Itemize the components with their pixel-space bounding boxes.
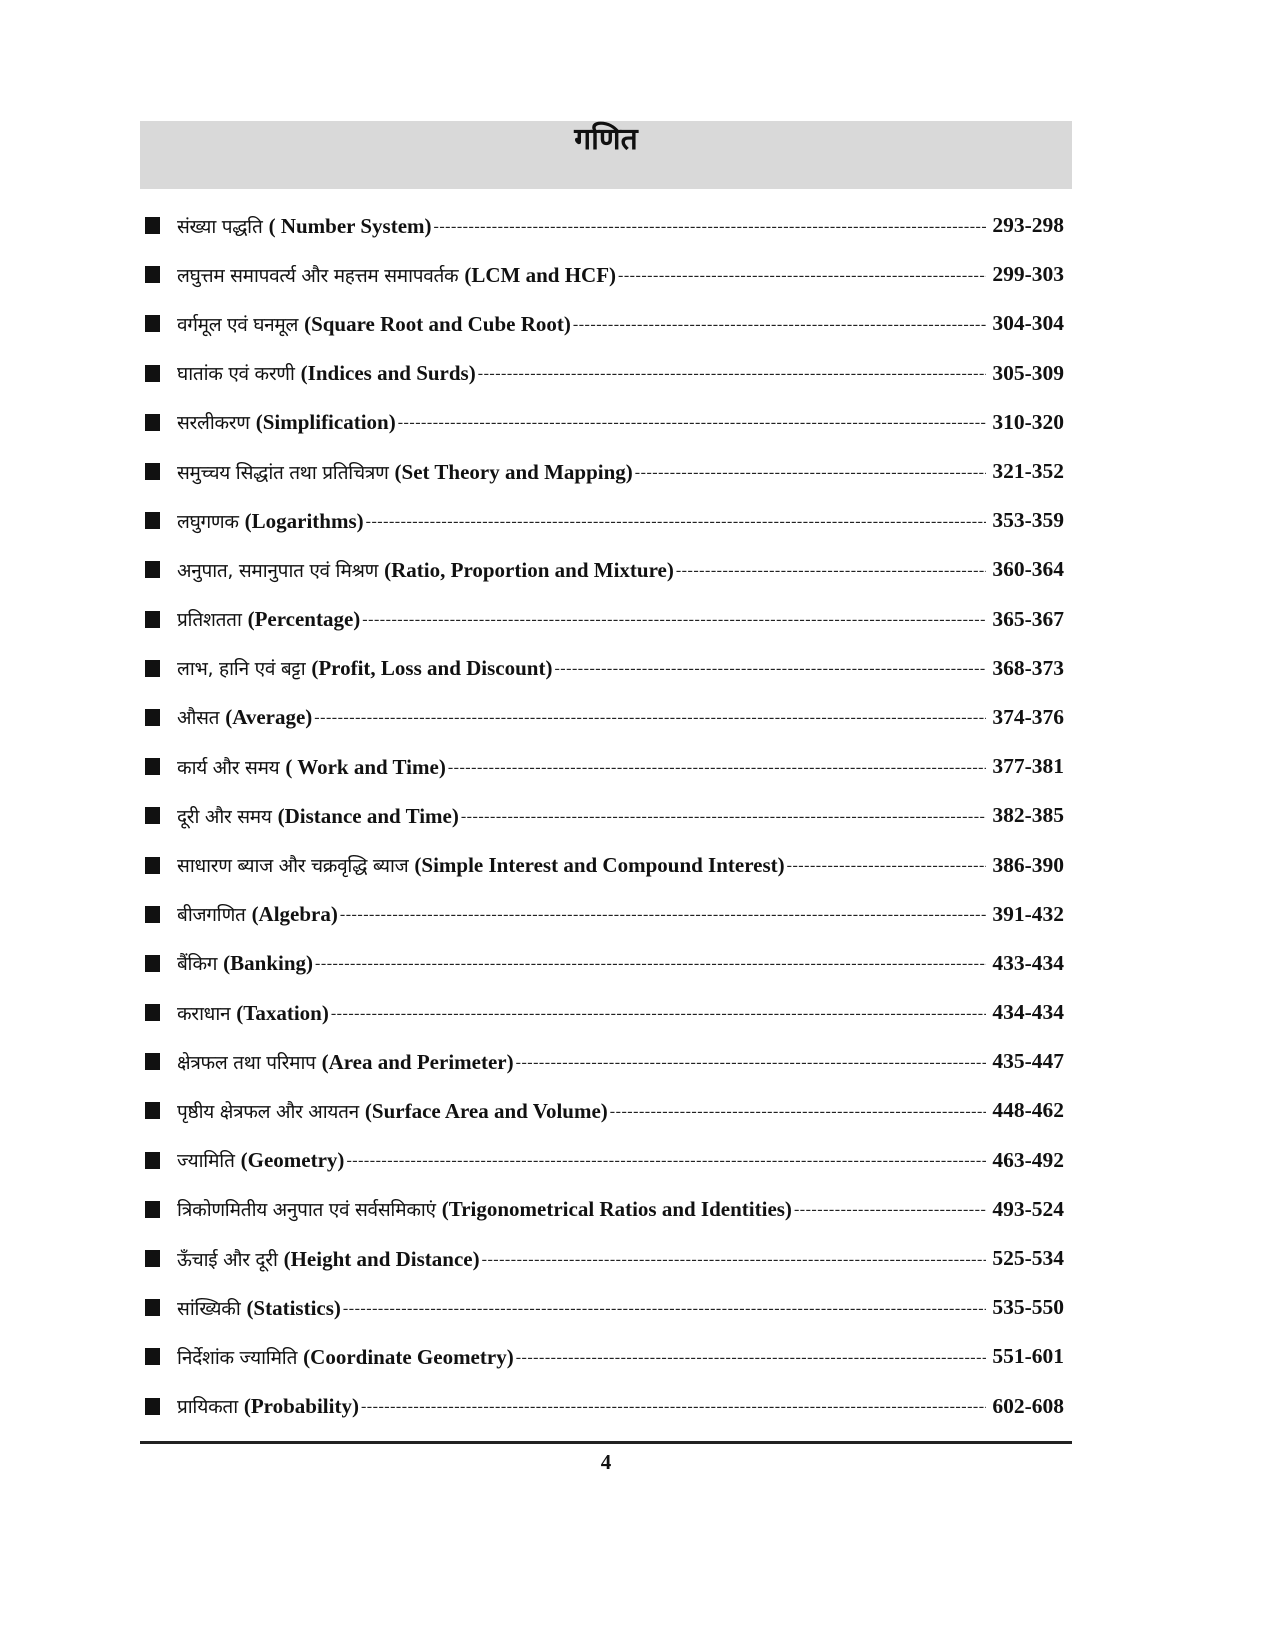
toc-entry-pages: 360-364 — [992, 557, 1064, 582]
toc-entry-title — [177, 950, 313, 976]
square-bullet-icon — [145, 1004, 160, 1021]
toc-entry[interactable] — [140, 1234, 1072, 1283]
toc-entry-pages: 433-434 — [992, 950, 1064, 975]
toc-entry-pages: 304-304 — [992, 311, 1064, 336]
toc-entry-title — [177, 1393, 359, 1419]
toc-entry[interactable] — [140, 742, 1072, 791]
square-bullet-icon — [145, 1053, 160, 1070]
toc-entry-hindi: लघुगणक — [177, 510, 239, 533]
toc-entry-hindi: सरलीकरण — [177, 412, 250, 435]
dot-leader — [618, 267, 986, 285]
toc-entry[interactable] — [140, 496, 1072, 545]
dot-leader — [794, 1201, 986, 1219]
square-bullet-icon — [145, 709, 160, 726]
toc-entry-hindi: त्रिकोणमितीय अनुपात एवं सर्वसमिकाएं — [177, 1199, 436, 1222]
toc-entry-pages: 310-320 — [992, 409, 1064, 434]
toc-entry-pages: 434-434 — [992, 1000, 1064, 1025]
toc-entry-english: (Banking) — [223, 951, 314, 976]
toc-entry-hindi: निर्देशांक ज्यामिति — [177, 1346, 298, 1369]
toc-entry[interactable] — [140, 1382, 1072, 1431]
section-title: गणित — [574, 122, 638, 157]
square-bullet-icon — [145, 1299, 160, 1316]
toc-entry-english: ( Number System) — [268, 213, 432, 238]
toc-entry-hindi: औसत — [177, 707, 220, 730]
toc-entry[interactable] — [140, 644, 1072, 693]
toc-entry-title — [177, 1000, 329, 1026]
toc-entry[interactable] — [140, 349, 1072, 398]
toc-entry-title — [177, 1344, 514, 1370]
toc-entry-title — [177, 754, 446, 780]
dot-leader — [346, 1152, 986, 1170]
toc-entry-pages: 353-359 — [992, 508, 1064, 533]
section-header — [140, 121, 1072, 189]
toc-entry[interactable] — [140, 299, 1072, 348]
toc-entry-title — [177, 901, 338, 927]
footer-divider — [140, 1441, 1072, 1444]
toc-entry-pages: 525-534 — [992, 1246, 1064, 1271]
toc-entry-pages: 448-462 — [992, 1098, 1064, 1123]
toc-entry-title — [177, 508, 364, 534]
toc-entry-english: (Indices and Surds) — [300, 361, 476, 386]
toc-entry-english: (Set Theory and Mapping) — [394, 459, 633, 484]
toc-entry-title — [177, 459, 633, 485]
toc-entry-english: (Profit, Loss and Discount) — [311, 656, 553, 681]
toc-entry[interactable] — [140, 250, 1072, 299]
toc-entry-english: (Logarithms) — [244, 508, 364, 533]
toc-entry-title — [177, 360, 476, 386]
toc-entry-title — [177, 1147, 344, 1173]
toc-entry-pages: 391-432 — [992, 901, 1064, 926]
dot-leader — [573, 316, 986, 334]
toc-entry-english: (Geometry) — [240, 1148, 345, 1173]
dot-leader — [516, 1054, 987, 1072]
toc-entry-title — [177, 655, 552, 681]
toc-entry-english: (Square Root and Cube Root) — [304, 311, 571, 336]
toc-entry-english: (Trigonometrical Ratios and Identities) — [441, 1197, 792, 1222]
toc-entry-title — [177, 852, 785, 878]
toc-entry-pages: 365-367 — [992, 606, 1064, 631]
dot-leader — [635, 464, 987, 482]
toc-entry[interactable] — [140, 447, 1072, 496]
square-bullet-icon — [145, 857, 160, 874]
toc-entry-hindi: प्रायिकता — [177, 1396, 238, 1419]
toc-entry-pages: 299-303 — [992, 262, 1064, 287]
square-bullet-icon — [145, 1201, 160, 1218]
toc-entry-title — [177, 704, 312, 730]
toc-entry-pages: 305-309 — [992, 360, 1064, 385]
toc-entry-english: (Simple Interest and Compound Interest) — [414, 853, 785, 878]
toc-entry-pages: 386-390 — [992, 852, 1064, 877]
square-bullet-icon — [145, 1250, 160, 1267]
toc-entry-pages: 535-550 — [992, 1295, 1064, 1320]
toc-entry-hindi: घातांक एवं करणी — [177, 363, 295, 386]
toc-entry-english: (Percentage) — [247, 607, 361, 632]
toc-entry[interactable] — [140, 398, 1072, 447]
toc-entry-hindi: कराधान — [177, 1002, 231, 1025]
toc-entry-english: (Simplification) — [255, 410, 396, 435]
dot-leader — [478, 365, 987, 383]
toc-entry[interactable] — [140, 1136, 1072, 1185]
toc-entry-english: (Coordinate Geometry) — [303, 1344, 514, 1369]
square-bullet-icon — [145, 561, 160, 578]
toc-entry-title — [177, 1049, 514, 1075]
toc-entry-english: (Area and Perimeter) — [321, 1049, 514, 1074]
toc-entry[interactable] — [140, 890, 1072, 939]
dot-leader — [331, 1005, 987, 1023]
toc-entry-pages: 551-601 — [992, 1344, 1064, 1369]
dot-leader — [787, 857, 987, 875]
toc-entry-title — [177, 557, 674, 583]
toc-entry-title — [177, 1098, 608, 1124]
toc-entry-title — [177, 213, 432, 239]
toc-entry-english: ( Work and Time) — [285, 754, 446, 779]
dot-leader — [434, 218, 987, 236]
dot-leader — [610, 1103, 987, 1121]
toc-entry-hindi: सांख्यिकी — [177, 1297, 241, 1320]
toc-entry-title — [177, 311, 571, 337]
dot-leader — [340, 906, 986, 924]
dot-leader — [398, 414, 987, 432]
dot-leader — [314, 709, 986, 727]
square-bullet-icon — [145, 365, 160, 382]
toc-entry[interactable] — [140, 988, 1072, 1037]
square-bullet-icon — [145, 660, 160, 677]
toc-entry[interactable] — [140, 545, 1072, 594]
dot-leader — [362, 611, 986, 629]
square-bullet-icon — [145, 1102, 160, 1119]
square-bullet-icon — [145, 758, 160, 775]
dot-leader — [448, 759, 987, 777]
toc-entry[interactable] — [140, 1037, 1072, 1086]
toc-entry-title — [177, 606, 360, 632]
toc-entry-title — [177, 409, 396, 435]
toc-entry[interactable] — [140, 1086, 1072, 1135]
square-bullet-icon — [145, 611, 160, 628]
toc-list — [140, 201, 1072, 1431]
toc-entry-english: (Statistics) — [246, 1295, 341, 1320]
toc-entry-pages: 382-385 — [992, 803, 1064, 828]
square-bullet-icon — [145, 217, 160, 234]
toc-entry-hindi: दूरी और समय — [177, 805, 272, 828]
toc-entry-hindi: साधारण ब्याज और चक्रवृद्धि ब्याज — [177, 855, 409, 878]
toc-entry-title — [177, 262, 616, 288]
toc-entry-pages: 293-298 — [992, 213, 1064, 238]
toc-page — [140, 121, 1072, 1431]
square-bullet-icon — [145, 1152, 160, 1169]
toc-entry-english: (Height and Distance) — [283, 1246, 480, 1271]
toc-entry-english: (Ratio, Proportion and Mixture) — [384, 557, 674, 582]
toc-entry-title — [177, 1246, 480, 1272]
square-bullet-icon — [145, 266, 160, 283]
toc-entry-title — [177, 1196, 792, 1222]
toc-entry[interactable] — [140, 693, 1072, 742]
square-bullet-icon — [145, 807, 160, 824]
toc-entry-english: (LCM and HCF) — [464, 262, 617, 287]
toc-entry-pages: 602-608 — [992, 1393, 1064, 1418]
toc-entry-hindi: क्षेत्रफल तथा परिमाप — [177, 1051, 316, 1074]
toc-entry-pages: 321-352 — [992, 459, 1064, 484]
dot-leader — [343, 1300, 986, 1318]
toc-entry-hindi: कार्य और समय — [177, 756, 280, 779]
toc-entry-hindi: प्रतिशतता — [177, 609, 242, 632]
dot-leader — [554, 660, 986, 678]
toc-entry-english: (Distance and Time) — [277, 803, 459, 828]
toc-entry-hindi: लघुत्तम समापवर्त्य और महत्तम समापवर्तक — [177, 264, 459, 287]
toc-entry[interactable] — [140, 791, 1072, 840]
toc-entry[interactable] — [140, 1332, 1072, 1381]
toc-entry[interactable] — [140, 939, 1072, 988]
toc-entry-hindi: अनुपात, समानुपात एवं मिश्रण — [177, 559, 379, 582]
square-bullet-icon — [145, 463, 160, 480]
dot-leader — [482, 1251, 987, 1269]
square-bullet-icon — [145, 1398, 160, 1415]
toc-entry-english: (Surface Area and Volume) — [364, 1098, 608, 1123]
toc-entry-pages: 368-373 — [992, 655, 1064, 680]
toc-entry[interactable] — [140, 201, 1072, 250]
toc-entry[interactable] — [140, 595, 1072, 644]
toc-entry-hindi: बीजगणित — [177, 904, 246, 927]
square-bullet-icon — [145, 906, 160, 923]
square-bullet-icon — [145, 315, 160, 332]
toc-entry-english: (Taxation) — [236, 1000, 329, 1025]
toc-entry-hindi: वर्गमूल एवं घनमूल — [177, 313, 299, 336]
toc-entry[interactable] — [140, 1185, 1072, 1234]
toc-entry-english: (Probability) — [243, 1394, 359, 1419]
square-bullet-icon — [145, 1348, 160, 1365]
toc-entry-hindi: ऊँचाई और दूरी — [177, 1248, 278, 1271]
toc-entry-hindi: पृष्ठीय क्षेत्रफल और आयतन — [177, 1100, 359, 1123]
toc-entry-pages: 493-524 — [992, 1196, 1064, 1221]
toc-entry-title — [177, 1295, 341, 1321]
toc-entry[interactable] — [140, 1283, 1072, 1332]
toc-entry-hindi: बैंकिग — [177, 953, 218, 976]
toc-entry-english: (Algebra) — [251, 902, 338, 927]
dot-leader — [361, 1398, 986, 1416]
toc-entry-hindi: ज्यामिति — [177, 1150, 235, 1173]
dot-leader — [516, 1349, 987, 1367]
square-bullet-icon — [145, 955, 160, 972]
toc-entry-pages: 377-381 — [992, 754, 1064, 779]
dot-leader — [676, 562, 986, 580]
toc-entry-hindi: लाभ, हानि एवं बट्टा — [177, 658, 306, 681]
toc-entry-pages: 435-447 — [992, 1049, 1064, 1074]
dot-leader — [315, 955, 986, 973]
toc-entry-title — [177, 803, 459, 829]
square-bullet-icon — [145, 512, 160, 529]
dot-leader — [461, 808, 986, 826]
toc-entry-pages: 463-492 — [992, 1147, 1064, 1172]
square-bullet-icon — [145, 414, 160, 431]
dot-leader — [366, 513, 987, 531]
toc-entry-english: (Average) — [225, 705, 313, 730]
toc-entry[interactable] — [140, 840, 1072, 889]
toc-entry-hindi: संख्या पद्धति — [177, 215, 263, 238]
page-number: 4 — [600, 1450, 612, 1474]
toc-entry-pages: 374-376 — [992, 704, 1064, 729]
toc-entry-hindi: समुच्चय सिद्धांत तथा प्रतिचित्रण — [177, 461, 389, 484]
